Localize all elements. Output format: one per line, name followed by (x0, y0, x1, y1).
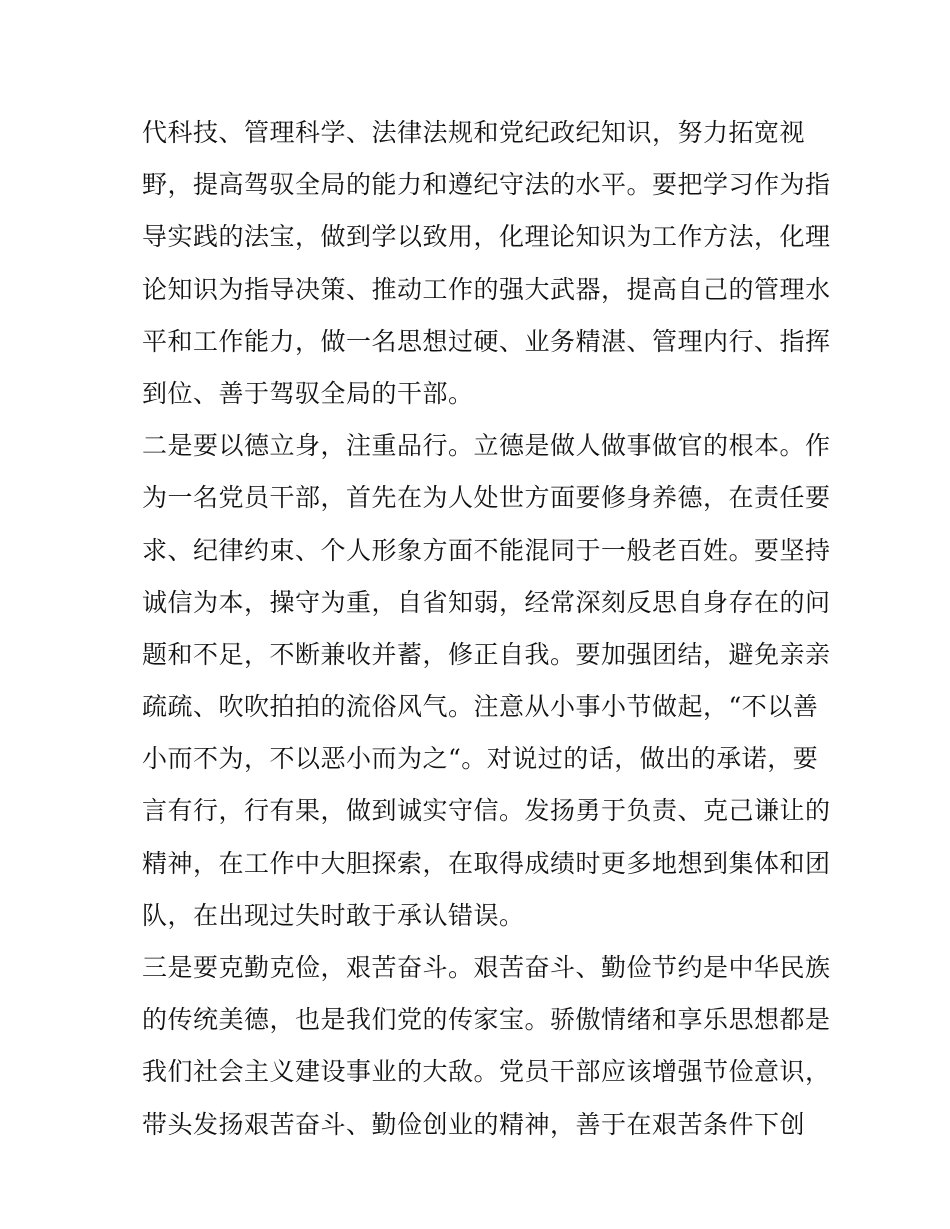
text-line: 带头发扬艰苦奋斗、勤俭创业的精神，善于在艰苦条件下创 (142, 1109, 806, 1139)
text-line: 求、纪律约束、个人形象方面不能混同于一般老百姓。要坚持 (142, 535, 831, 565)
text-line: 导实践的法宝，做到学以致用，化理论知识为工作方法，化理 (142, 222, 831, 252)
text-line: 言有行，行有果，做到诚实守信。发扬勇于负责、克己谦让的 (142, 796, 831, 826)
body-text (142, 107, 831, 1151)
text-line: 小而不为，不以恶小而为之“。对说过的话，做出的承诺，要 (142, 744, 819, 774)
text-line: 诚信为本，操守为重，自省知弱，经常深刻反思自身存在的问 (142, 587, 831, 617)
text-line: 为一名党员干部，首先在为人处世方面要修身养德，在责任要 (142, 483, 831, 513)
text-line: 到位、善于驾驭全局的干部。 (142, 378, 474, 408)
text-line: 队，在出现过失时敢于承认错误。 (142, 900, 525, 930)
paragraph-three-start-line: 三是要克勤克俭，艰苦奋斗。艰苦奋斗、勤俭节约是中华民族 (142, 953, 831, 982)
text-line: 我们社会主义建设事业的大敌。党员干部应该增强节俭意识， (142, 1057, 831, 1087)
text-line: 平和工作能力，做一名思想过硬、业务精湛、管理内行、指挥 (142, 326, 831, 356)
text-line: 题和不足，不断兼收并蓄，修正自我。要加强团结，避免亲亲 (142, 639, 831, 669)
text-line: 的传统美德，也是我们党的传家宝。骄傲情绪和享乐思想都是 (142, 1005, 831, 1035)
text-line: 论知识为指导决策、推动工作的强大武器，提高自己的管理水 (142, 274, 831, 304)
text-line: 野，提高驾驭全局的能力和遵纪守法的水平。要把学习作为指 (142, 170, 831, 200)
paragraph-two-start-line: 二是要以德立身，注重品行。立德是做人做事做官的根本。作 (142, 431, 831, 461)
text-line: 疏疏、吹吹拍拍的流俗风气。注意从小事小节做起，“不以善 (142, 692, 819, 722)
text-line: 精神，在工作中大胆探索，在取得成绩时更多地想到集体和团 (142, 848, 831, 878)
text-line: 代科技、管理科学、法律法规和党纪政纪知识，努力拓宽视 (142, 118, 806, 147)
